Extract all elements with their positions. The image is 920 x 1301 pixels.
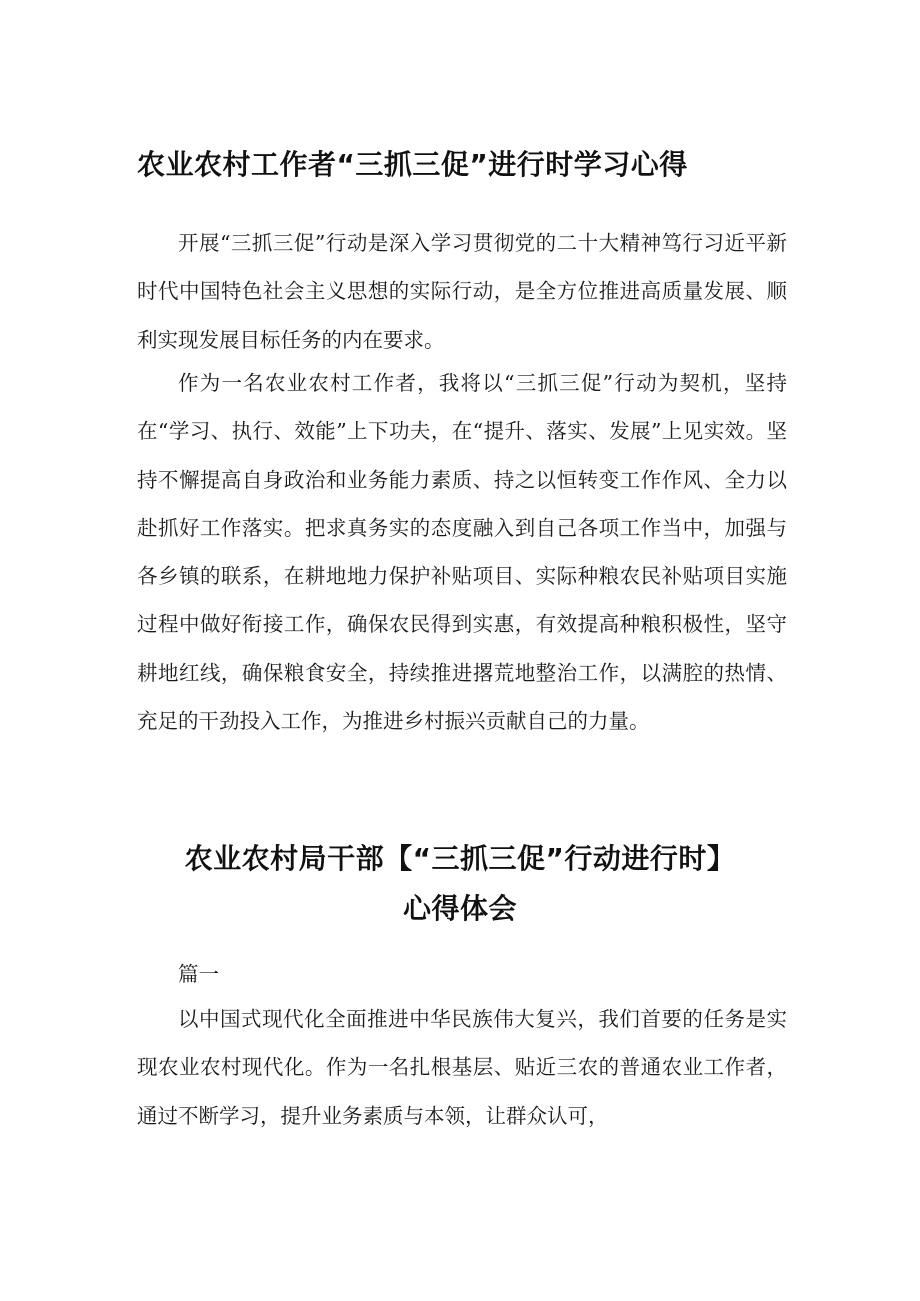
section1-paragraph-2: 作为一名农业农村工作者，我将以“三抓三促”行动为契机，坚持在“学习、执行、效能”上下功夫，在“提升、落实、发展”上见实效。坚持不懈提高自身政治和业务能力素质、持之以恒转变工作作风、全力以赴抓好工作落实。把求真务实的态度融入到自己各项工作当中，加强与各乡镇的联系，在耕地地力保护补贴项目、实际种粮农民补贴项目实施过程中做好衔接工作，确保农民得到实惠，有效提高种粮积极性，坚守耕地红线，确保粮食安全，持续推进撂荒地整治工作，以满腔的热情、充足的干劲投入工作，为推进乡村振兴贡献自己的力量。	[137, 371, 787, 734]
section2-title	[0, 834, 920, 934]
section1-paragraph-1: 开展“三抓三促”行动是深入学习贯彻党的二十大精神笃行习近平新时代中国特色社会主义思想的实际行动，是全方位推进高质量发展、顺利实现发展目标任务的内在要求。	[137, 231, 787, 352]
section2-part-label: 篇一	[178, 962, 219, 986]
section2-title-line1: 农业农村局干部【“三抓三促”行动进行时】	[184, 842, 736, 875]
section2-paragraph-1: 以中国式现代化全面推进中华民族伟大复兴，我们首要的任务是实现农业农村现代化。作为一名扎根基层、贴近三农的普通农业工作者，通过不断学习，提升业务素质与本领，让群众认可，	[137, 1007, 787, 1128]
section1-title: 农业农村工作者“三抓三促”进行时学习心得	[137, 148, 688, 181]
section2-title-line2: 心得体会	[402, 892, 517, 925]
